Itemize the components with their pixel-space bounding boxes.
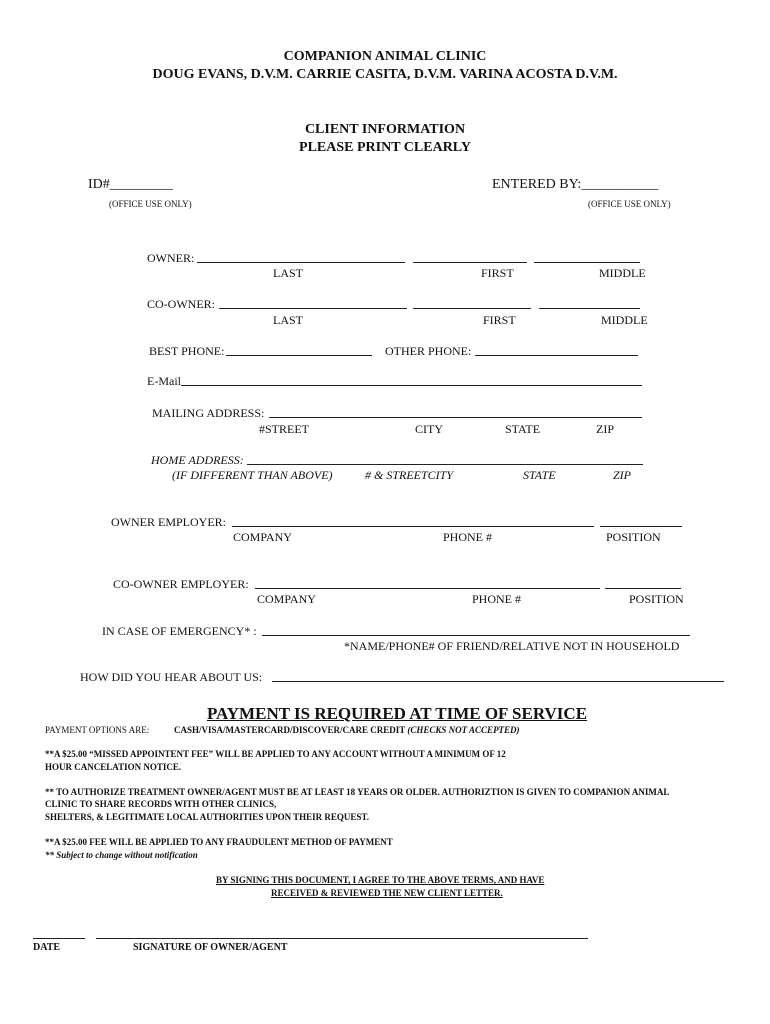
doctors-line: DOUG EVANS, D.V.M. CARRIE CASITA, D.V.M. VARINA ACOSTA D.V.M. [152,67,618,82]
form-subtitle: PLEASE PRINT CLEARLY [299,140,471,155]
form-title: CLIENT INFORMATION [304,122,466,137]
home-address-label: HOME ADDRESS: [151,453,244,467]
co-owner-employer-label: CO-OWNER EMPLOYER: [113,577,249,591]
owner-last-line[interactable] [197,262,405,263]
co-owner-employer-position-line[interactable] [605,588,681,589]
owner-middle-line[interactable] [534,262,640,263]
authorize-line-3: SHELTERS, & LEGITIMATE LOCAL AUTHORITIES UPON THEIR REQUEST. [45,812,370,822]
best-phone-label: BEST PHONE: [149,344,225,358]
office-use-left: (OFFICE USE ONLY) [109,199,192,209]
date-line[interactable] [33,938,85,939]
other-phone-line[interactable] [475,355,638,356]
owner-first-caption: FIRST [481,266,514,280]
co-owner-last-caption: LAST [273,313,303,327]
email-label: E-Mail [147,374,181,388]
co-owner-label: CO-OWNER: [147,297,215,311]
entered-by-field[interactable]: ENTERED BY:___________ [492,177,659,192]
co-owner-last-line[interactable] [219,308,407,309]
mailing-state-caption: STATE [505,422,541,436]
home-address-line[interactable] [247,464,643,465]
agree-line-1: BY SIGNING THIS DOCUMENT, I AGREE TO THE ABOVE TERMS, AND HAVE [216,875,545,885]
co-owner-employer-phone-caption: PHONE # [472,592,522,606]
clinic-name: COMPANION ANIMAL CLINIC [283,49,487,64]
owner-first-line[interactable] [413,262,527,263]
authorize-line-1: ** TO AUTHORIZE TREATMENT OWNER/AGENT MUST BE AT LEAST 18 YEARS OR OLDER. AUTHORIZTION IS GIVEN TO COMPANION ANIMAL [45,787,670,797]
emergency-label: IN CASE OF EMERGENCY* : [102,624,257,638]
signature-line[interactable] [96,938,588,939]
mailing-street-caption: #STREET [259,422,309,436]
payment-options-text: CASH/VISA/MASTERCARD/DISCOVER/CARE CREDIT [174,725,406,735]
owner-employer-line[interactable] [232,526,594,527]
email-line[interactable] [181,385,642,386]
missed-fee-line-1: **A $25.00 “MISSED APPOINTENT FEE” WILL BE APPLIED TO ANY ACCOUNT WITHOUT A MINIMUM OF 12 [45,749,506,759]
subject-to-change: ** Subject to change without notification [45,850,198,860]
mailing-zip-caption: ZIP [596,422,614,436]
owner-employer-company-caption: COMPANY [233,530,292,544]
authorize-line-2: CLINIC TO SHARE RECORDS WITH OTHER CLINICS, [45,799,277,809]
if-different-caption: (IF DIFFERENT THAN ABOVE) [172,468,333,482]
mailing-address-line[interactable] [269,417,642,418]
mailing-address-label: MAILING ADDRESS: [152,406,265,420]
missed-fee-line-2: HOUR CANCELATION NOTICE. [45,762,182,772]
fraud-fee: **A $25.00 FEE WILL BE APPLIED TO ANY FRAUDULENT METHOD OF PAYMENT [45,837,393,847]
payment-options-label: PAYMENT OPTIONS ARE: [45,725,150,735]
co-owner-middle-caption: MIDDLE [601,313,648,327]
payment-options [174,726,520,735]
mailing-city-caption: CITY [415,422,443,436]
date-caption: DATE [33,942,61,953]
owner-middle-caption: MIDDLE [599,266,646,280]
emergency-line[interactable] [262,635,690,636]
co-owner-employer-company-caption: COMPANY [257,592,316,606]
other-phone-label: OTHER PHONE: [385,344,472,358]
hear-about-label: HOW DID YOU HEAR ABOUT US: [80,670,263,684]
id-field[interactable]: ID#_________ [88,177,173,192]
co-owner-employer-position-caption: POSITION [629,592,684,606]
hear-about-line[interactable] [272,681,724,682]
best-phone-line[interactable] [226,355,372,356]
co-owner-first-caption: FIRST [483,313,516,327]
owner-employer-position-line[interactable] [600,526,682,527]
office-use-right: (OFFICE USE ONLY) [588,199,671,209]
owner-label: OWNER: [147,251,195,265]
co-owner-first-line[interactable] [413,308,531,309]
owner-last-caption: LAST [273,266,303,280]
home-state-caption: STATE [523,468,556,482]
payment-heading: PAYMENT IS REQUIRED AT TIME OF SERVICE [206,704,588,723]
owner-employer-phone-caption: PHONE # [443,530,493,544]
co-owner-middle-line[interactable] [539,308,640,309]
signature-caption: SIGNATURE OF OWNER/AGENT [133,942,288,953]
checks-not-accepted: (CHECKS NOT ACCEPTED) [407,725,520,735]
owner-employer-position-caption: POSITION [606,530,661,544]
co-owner-employer-line[interactable] [255,588,600,589]
emergency-note: *NAME/PHONE# OF FRIEND/RELATIVE NOT IN HOUSEHOLD [344,639,680,653]
home-street-city-caption: # & STREETCITY [365,468,454,482]
agree-line-2: RECEIVED & REVIEWED THE NEW CLIENT LETTER. [271,888,503,898]
home-zip-caption: ZIP [613,468,631,482]
owner-employer-label: OWNER EMPLOYER: [111,515,226,529]
